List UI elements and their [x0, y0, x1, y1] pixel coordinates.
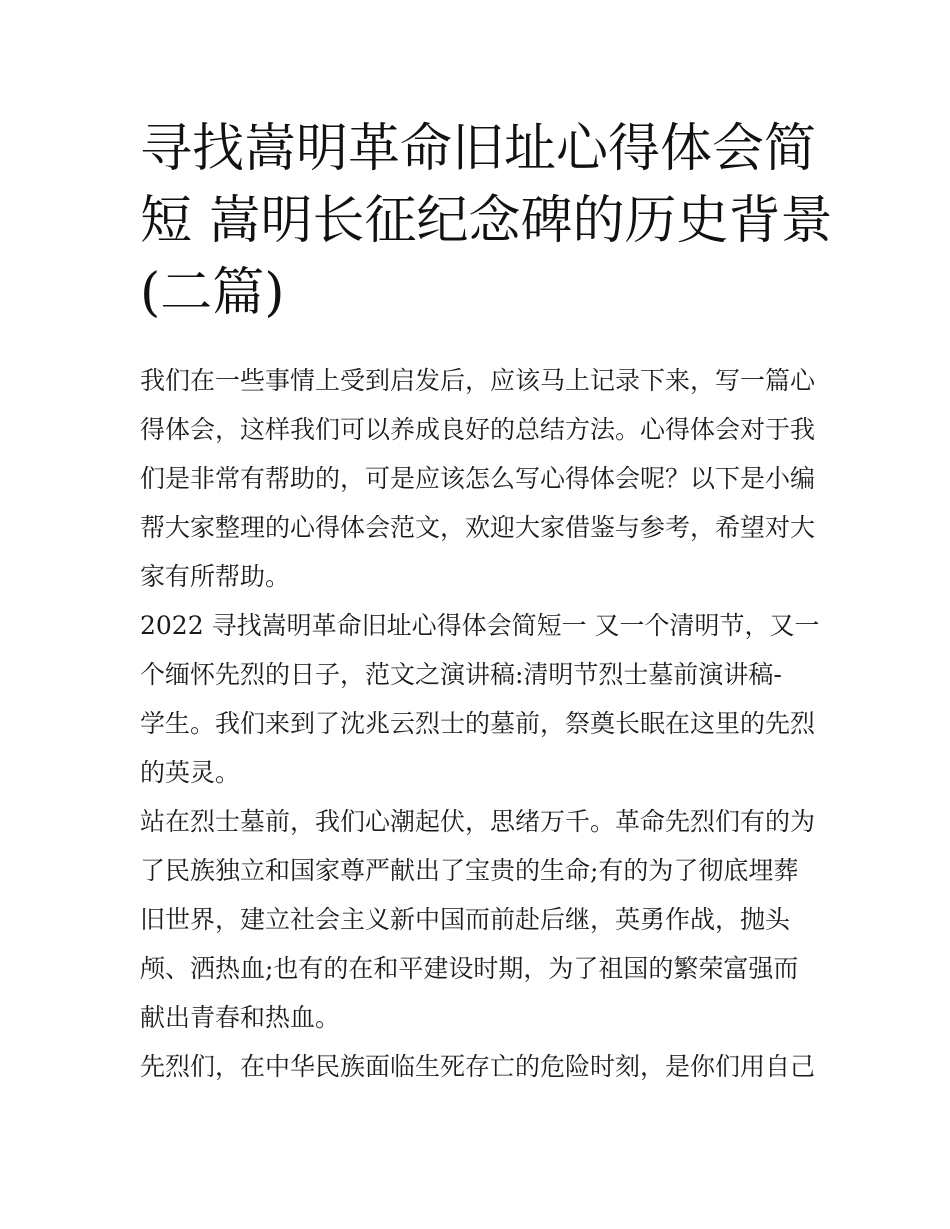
- text-line: 旧世界，建立社会主义新中国而前赴后继，英勇作战，抛头: [140, 905, 791, 934]
- title-line: 短 嵩明长征纪念碑的历史背景: [140, 191, 833, 251]
- text-line: 帮大家整理的心得体会范文，欢迎大家借鉴与参考，希望对大: [140, 513, 816, 542]
- text-line: 学生。我们来到了沈兆云烈士的墓前，祭奠长眠在这里的先烈: [140, 709, 816, 738]
- text-line: 颅、洒热血;也有的在和平建设时期，为了祖国的繁荣富强而: [140, 954, 799, 983]
- document-title: [140, 113, 833, 329]
- document-body: [140, 356, 820, 1091]
- title-line: (二篇): [140, 263, 285, 323]
- text-line: 先烈们，在中华民族面临生死存亡的危险时刻，是你们用自己: [140, 1052, 816, 1081]
- text-line: 我们在一些事情上受到启发后，应该马上记录下来，写一篇心: [140, 366, 816, 395]
- text-line: 2022 寻找嵩明革命旧址心得体会简短一 又一个清明节，又一: [140, 611, 820, 640]
- body-paragraph: [140, 1042, 820, 1091]
- text-line: 站在烈士墓前，我们心潮起伏，思绪万千。革命先烈们有的为: [140, 807, 816, 836]
- intro-paragraph: [140, 356, 820, 601]
- text-line: 个缅怀先烈的日子，范文之演讲稿:清明节烈士墓前演讲稿-: [140, 660, 782, 689]
- text-line: 得体会，这样我们可以养成良好的总结方法。心得体会对于我: [140, 415, 816, 444]
- body-paragraph: [140, 797, 820, 1042]
- section-paragraph: [140, 601, 820, 797]
- title-line: 寻找嵩明革命旧址心得体会简: [140, 119, 817, 179]
- text-line: 了民族独立和国家尊严献出了宝贵的生命;有的为了彻底埋葬: [140, 856, 799, 885]
- text-line: 献出青春和热血。: [140, 1003, 341, 1032]
- text-line: 们是非常有帮助的，可是应该怎么写心得体会呢？以下是小编: [140, 464, 816, 493]
- text-line: 家有所帮助。: [140, 562, 291, 591]
- text-line: 的英灵。: [140, 758, 241, 787]
